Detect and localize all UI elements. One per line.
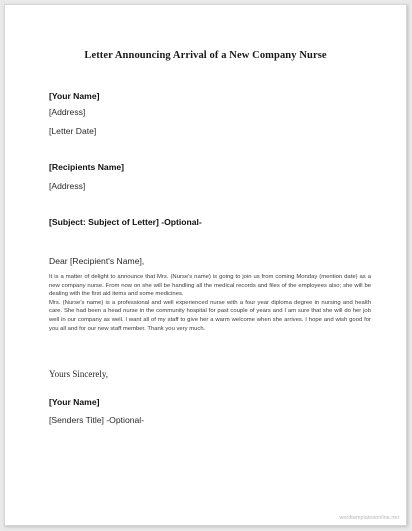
signature-name: [Your Name] [49, 397, 100, 407]
signature-title: [Senders Title] -Optional- [49, 415, 145, 425]
subject-line: [Subject: Subject of Letter] -Optional- [49, 217, 202, 227]
closing: Yours Sincerely, [49, 369, 109, 379]
sender-name: [Your Name] [49, 91, 100, 101]
salutation: Dear [Recipient's Name], [49, 256, 145, 266]
site-watermark: wordtemplatesonline.net [339, 515, 399, 521]
sender-address: [Address] [49, 107, 86, 117]
letter-body [49, 273, 371, 333]
body-paragraph-2: Mrs. (Nurse's name) is a professional and well experienced nurse with a four year diploma degree in nursing and health care. She had been a head nurse in the community hospital for past couple of years and I am sure that she will do her job well in our company as well. I want all of my staff to give her a warm welcome when she arrives. I hope and wish good for you all and for our new staff member. Thank you very much. [49, 299, 371, 332]
recipient-address: [Address] [49, 181, 86, 191]
recipient-name: [Recipients Name] [49, 162, 124, 172]
document-page [4, 4, 407, 526]
letter-date: [Letter Date] [49, 126, 97, 136]
body-paragraph-1: It is a matter of delight to announce that Mrs. (Nurse's name) is going to join us from coming Monday (mention date) as a new company nurse. From now on she will be handling all the medical records and files of the employees also; she will be dealing with the first aid items and some medicines. [49, 274, 371, 298]
letter-title: Letter Announcing Arrival of a New Company Nurse [84, 50, 327, 61]
